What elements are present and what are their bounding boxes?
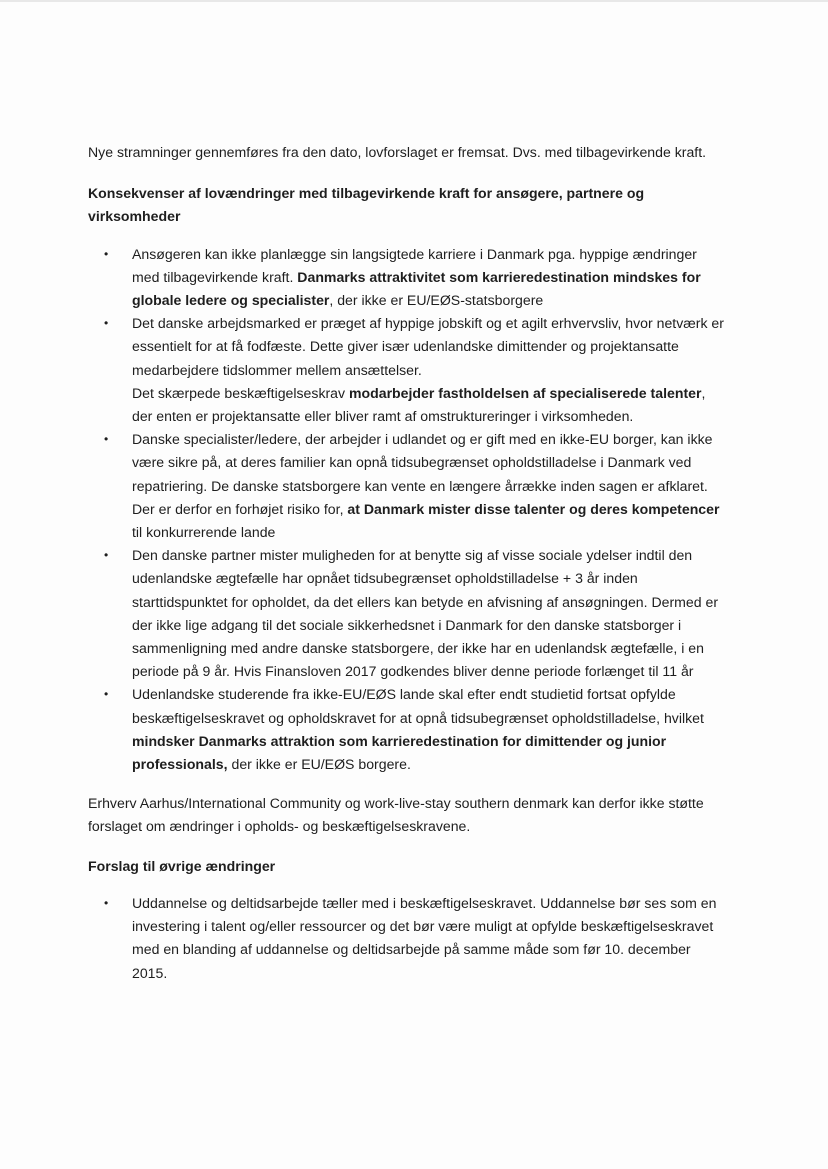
- section-heading-proposals: Forslag til øvrige ændringer: [88, 857, 276, 874]
- intro-paragraph: Nye stramninger gennemføres fra den dato, lovforslaget er fremsat. Dvs. med tilbagevirkende kraft.: [88, 144, 707, 160]
- bullet-icon: •: [104, 316, 109, 331]
- section-heading-consequences: Konsekvenser af lovændringer med tilbagevirkende kraft for ansøgere, partnere og virksomheder: [88, 185, 645, 225]
- consequences-list: [88, 243, 728, 777]
- document-page: [88, 141, 728, 985]
- bullet-icon: •: [104, 895, 109, 910]
- list-item: • Den danske partner mister muligheden for at benytte sig af visse sociale ydelser indtil den udenlandske ægtefælle har opnået tidsubegrænset opholdstilladelse + 3 år inden starttidspunktet for opholdet, da det ellers kan betyde en afvisning af ansøgningen. Dermed er der ikke lige adgang til det sociale sikkerhedsnet i Danmark for den danske statsborger i sammenligning med andre danske statsborgere, der ikke har en udenlandsk ægtefælle, i en periode på 9 år. Hvis Finansloven 2017 godkendes bliver denne periode forlænget til 11 år: [132, 544, 728, 683]
- bullet-icon: •: [104, 548, 109, 563]
- list-item: • Ansøgeren kan ikke planlægge sin langsigtede karriere i Danmark pga. hyppige ændringer med tilbagevirkende kraft. Danmarks attraktivitet som karrieredestination mindskes for globale ledere og specialister, der ikke er EU/EØS-statsborgere: [132, 243, 728, 313]
- list-item: • Danske specialister/ledere, der arbejder i udlandet og er gift med en ikke-EU borger, kan ikke være sikre på, at deres familier kan opnå tidsubegrænset opholdstilladelse i Danmark ved repatriering. De danske statsborgere kan vente en længere årrække inden sagen er afklaret. Der er derfor en forhøjet risiko for, at Danmark mister disse talenter og deres kompetencer til konkurrerende lande: [132, 428, 728, 544]
- bullet-icon: •: [104, 432, 109, 447]
- proposals-list: [88, 892, 728, 985]
- closing-paragraph: Erhverv Aarhus/International Community og work-live-stay southern denmark kan derfor ikke støtte forslaget om ændringer i opholds- og beskæftigelseskravene.: [88, 795, 704, 835]
- list-item: • Uddannelse og deltidsarbejde tæller med i beskæftigelseskravet. Uddannelse bør ses som en investering i talent og/eller ressourcer og det bør være muligt at opfylde beskæftigelseskravet med en blanding af uddannelse og deltidsarbejde på samme måde som før 10. december 2015.: [132, 892, 728, 985]
- bullet-icon: •: [104, 687, 109, 702]
- scan-edge: [0, 0, 828, 2]
- bullet-icon: •: [104, 246, 109, 261]
- list-item: • Udenlandske studerende fra ikke-EU/EØS lande skal efter endt studietid fortsat opfylde beskæftigelseskravet og opholdskravet for at opnå tidsubegrænset opholdstilladelse, hvilket mindsker Danmarks attraktion som karrieredestination for dimittender og junior professionals, der ikke er EU/EØS borgere.: [132, 683, 728, 776]
- list-item: • Det danske arbejdsmarked er præget af hyppige jobskift og et agilt erhvervsliv, hvor netværk er essentielt for at få fodfæste. Dette giver især udenlandske dimittender og projektansatte medarbejdere tidslommer mellem ansættelser. Det skærpede beskæftigelseskrav modarbejder fastholdelsen af specialiserede talenter, der enten er projektansatte eller bliver ramt af omstruktureringer i virksomheden.: [132, 312, 728, 428]
